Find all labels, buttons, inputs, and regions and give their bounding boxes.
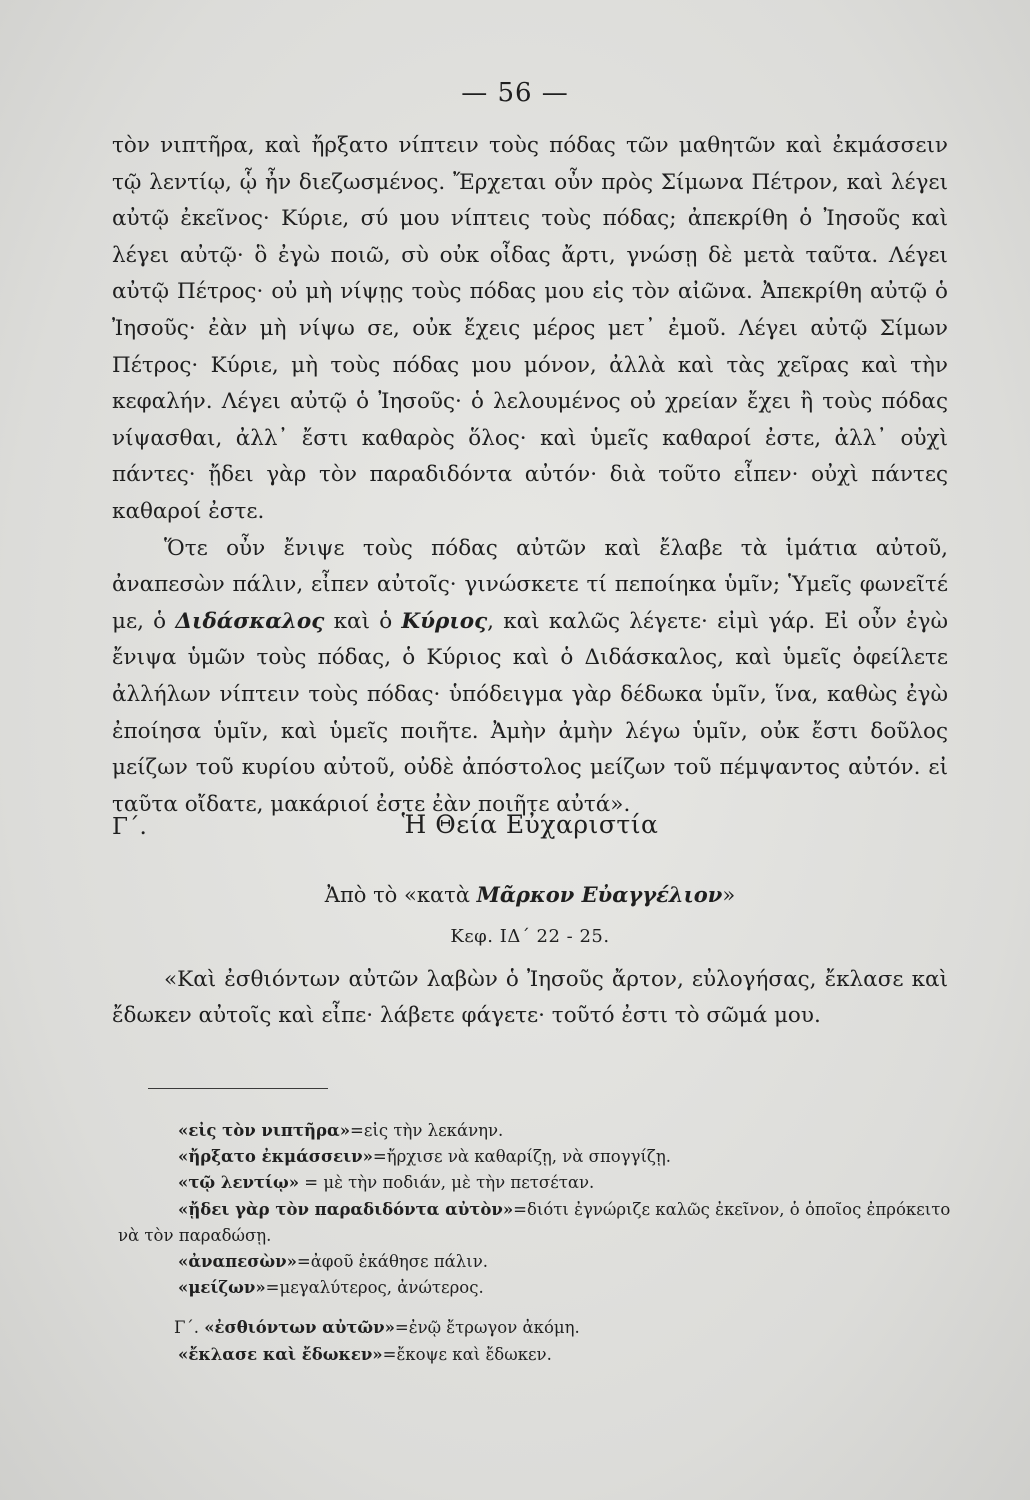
footnote-term: «ἐσθιόντων αὐτῶν» (204, 1318, 395, 1338)
emphasis-didaskalos: Διδάσκαλος (175, 608, 325, 634)
footnote-term: «ἀναπεσὼν» (178, 1252, 297, 1272)
main-text (112, 128, 948, 823)
footnote-gap (118, 1301, 954, 1315)
footnote-prefix: Γ΄. (174, 1318, 205, 1338)
paragraph-2 (112, 531, 948, 824)
footnote-definition: =ἀφοῦ ἐκάθησε πάλιν. (296, 1252, 489, 1272)
paragraph-2-part-c: , καὶ καλῶς λέγετε· εἰμὶ γάρ. Εἰ οὖν ἐγὼ ἔνιψα ὑμῶν τοὺς πόδας, ὁ Κύριος καὶ ὁ Διδάσκαλος, καὶ ὑμεῖς ὀφείλετε ἀλλήλων νίπτειν τοὺς πόδας· ὑπόδειγμα γὰρ δέδωκα ὑμῖν, ἵνα, καθὼς ἐγὼ ἐποίησα ὑμῖν, καὶ ὑμεῖς ποιῆτε. Ἀμὴν ἀμὴν λέγω ὑμῖν, οὐκ ἔστι δοῦλος μείζων τοῦ κυρίου αὐτοῦ, οὐδὲ ἀπόστολος μείζων τοῦ πέμψαντος αὐτόν. εἰ ταῦτα οἴδατε, μακάριοί ἐστε ἐὰν ποιῆτε αὐτά». (112, 608, 948, 817)
chapter-reference: Κεφ. ΙΔ΄ 22 - 25. (450, 926, 610, 947)
footnote-definition: =εἰς τὴν λεκάνην. (350, 1121, 504, 1140)
source-gospel: Μᾶρκον Εὐαγγέλιον (476, 882, 723, 907)
gospel-quote (112, 962, 948, 1034)
gospel-quote-text: «Καὶ ἐσθιόντων αὐτῶν λαβὼν ὁ Ἰησοῦς ἄρτον, εὐλογήσας, ἔκλασε καὶ ἔδωκεν αὐτοῖς καὶ εἶπε· λάβετε φάγετε· τοῦτό ἐστι τὸ σῶμά μου. (112, 967, 948, 1028)
paragraph-1: τὸν νιπτῆρα, καὶ ἤρξατο νίπτειν τοὺς πόδας τῶν μαθητῶν καὶ ἐκμάσσειν τῷ λεντίῳ, ᾧ ἦν διεζωσμένος. Ἔρχεται οὖν πρὸς Σίμωνα Πέτρον, καὶ λέγει αὐτῷ ἐκεῖνος· Κύριε, σύ μου νίπτεις τοὺς πόδας; ἀπεκρίθη ὁ Ἰησοῦς καὶ λέγει αὐτῷ· ὃ ἐγὼ ποιῶ, σὺ οὐκ οἶδας ἄρτι, γνώσῃ δὲ μετὰ ταῦτα. Λέγει αὐτῷ Πέτρος· οὐ μὴ νίψῃς τοὺς πόδας μου εἰς τὸν αἰῶνα. Ἀπεκρίθη αὐτῷ ὁ Ἰησοῦς· ἐὰν μὴ νίψω σε, οὐκ ἔχεις μέρος μετ᾽ ἐμοῦ. Λέγει αὐτῷ Σίμων Πέτρος· Κύριε, μὴ τοὺς πόδας μου μόνον, ἀλλὰ καὶ τὰς χεῖρας καὶ τὴν κεφαλήν. Λέγει αὐτῷ ὁ Ἰησοῦς· ὁ λελουμένος οὐ χρείαν ἔχει ἢ τοὺς πόδας νίψασθαι, ἀλλ᾽ ἔστι καθαρὸς ὅλος· καὶ ὑμεῖς καθαροί ἐστε, ἀλλ᾽ οὐχὶ πάντες· ᾔδει γὰρ τὸν παραδιδόντα αὐτόν· διὰ τοῦτο εἶπεν· οὐχὶ πάντες καθαροί ἐστε. (112, 133, 948, 524)
footnote-definition: = μὲ τὴν ποδιάν, μὲ τὴν πετσέταν. (299, 1173, 595, 1193)
source-line (112, 882, 948, 907)
footnote (118, 1144, 954, 1170)
footnote-term: «ᾔδει γὰρ τὸν παραδιδόντα αὐτὸν» (178, 1199, 514, 1219)
source-suffix: » (722, 883, 736, 907)
footnote-term: «ἤρξατο ἐκμάσσειν» (178, 1147, 373, 1167)
section-title: Ἡ Θεία Εὐχαριστία (401, 810, 659, 839)
footnote (118, 1275, 954, 1301)
paragraph-2-part-a: Ὅτε οὖν ἔνιψε τοὺς πόδας αὐτῶν καὶ ἔλαβε τὰ ἱμάτια αὐτοῦ, ἀναπεσὼν πάλιν, εἶπεν αὐτοῖς· γινώσκετε τί πεποίηκα ὑμῖν; Ὑμεῖς φωνεῖτέ με, ὁ (112, 535, 948, 634)
emphasis-kyrios: Κύριος (401, 608, 488, 634)
footnote (118, 1170, 954, 1196)
footnote-term: «μείζων» (178, 1278, 266, 1298)
footnote-section-c (118, 1315, 954, 1341)
source-prefix: Ἀπὸ τὸ «κατὰ (324, 883, 477, 907)
footnotes (118, 1118, 954, 1368)
footnote-term: «ἔκλασε καὶ ἔδωκεν» (178, 1344, 383, 1364)
footnote (118, 1197, 954, 1249)
paragraph-2-part-b: καὶ ὁ (324, 608, 402, 634)
footnote-section-c (118, 1342, 954, 1368)
footnote-definition: =ἔκοψε καὶ ἔδωκεν. (382, 1344, 552, 1364)
footnote-definition: =ἐνῷ ἔτρωγον ἀκόμη. (394, 1318, 580, 1338)
footnote-definition: =μεγαλύτερος, ἀνώτερος. (265, 1278, 484, 1298)
footnote (118, 1249, 954, 1275)
footnote-definition: =ἤρχισε νὰ καθαρίζῃ, νὰ σπογγίζῃ. (372, 1147, 671, 1167)
footnote-definition: =διότι ἐγνώριζε καλῶς ἐκεῖνον, ὁ ὁποῖος ἐπρόκειτο νὰ τὸν παραδώσῃ. (118, 1199, 951, 1245)
footnote (118, 1118, 954, 1144)
footnote-term: «τῷ λεντίῳ» (178, 1173, 300, 1193)
footnote-term: «εἰς τὸν νιπτῆρα» (178, 1121, 351, 1140)
page-number: — 56 — (461, 78, 569, 108)
section-letter: Γ΄. (112, 814, 147, 840)
footnote-divider (148, 1088, 328, 1089)
section-heading (112, 810, 948, 850)
